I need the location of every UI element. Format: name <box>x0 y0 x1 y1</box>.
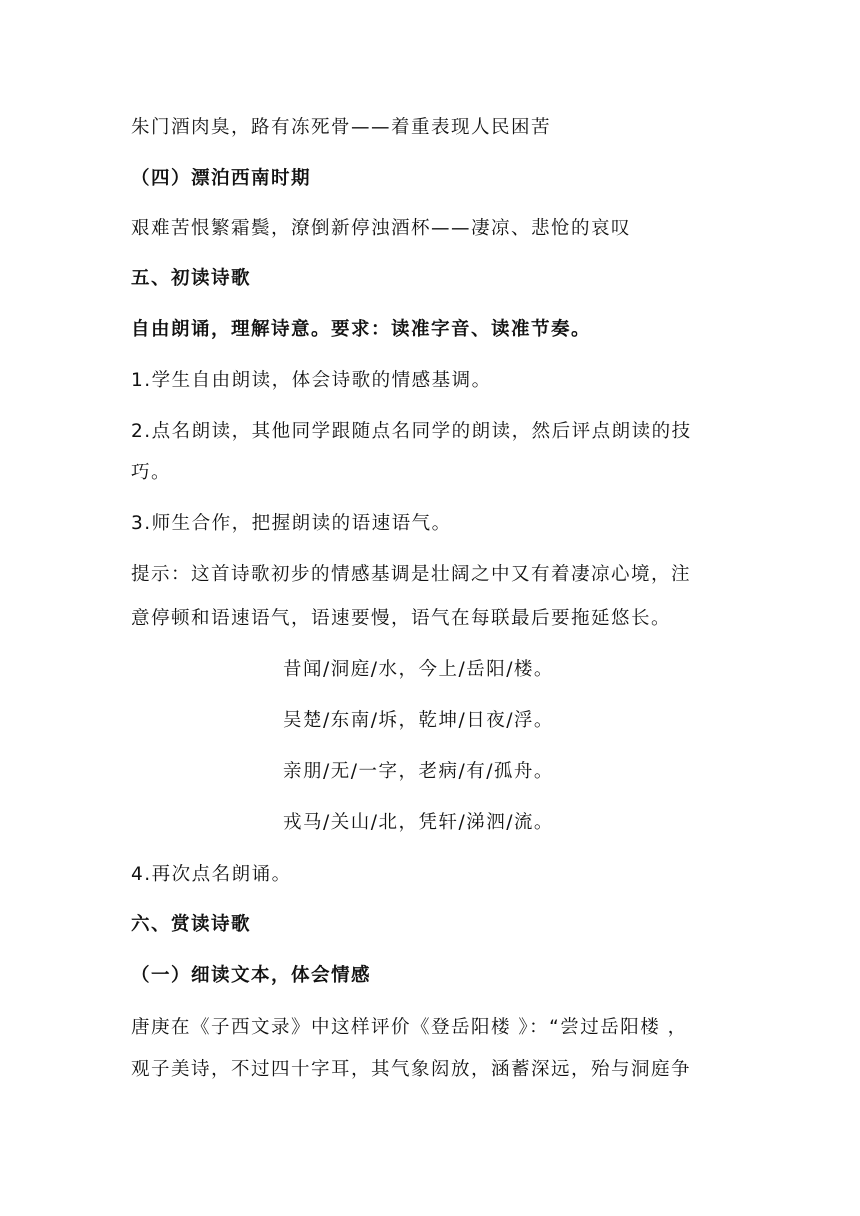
subsection-heading: （四）漂泊西南时期 <box>131 168 312 189</box>
poem-line: 亲朋/无/一字，老病/有/孤舟。 <box>283 761 554 782</box>
body-text-line: 唐庚在《子西文录》中这样评价《登岳阳楼 》：“尝过岳阳楼 ， <box>131 1017 688 1038</box>
list-item: 3.师生合作，把握朗读的语速语气。 <box>131 513 452 534</box>
poem-line: 戎马/关山/北，凭轩/涕泗/流。 <box>283 812 554 833</box>
section-heading: 五、初读诗歌 <box>131 268 252 289</box>
body-text-line: 观子美诗，不过四十字耳，其气象闳放，涵蓄深远，殆与洞庭争 <box>131 1059 692 1080</box>
list-item: 1.学生自由朗读，体会诗歌的情感基调。 <box>131 370 492 391</box>
tip-text-line: 提示：这首诗歌初步的情感基调是壮阔之中又有着凄凉心境，注 <box>131 564 692 585</box>
list-item: 2.点名朗读，其他同学跟随点名同学的朗读，然后评点朗读的技 <box>131 421 692 442</box>
list-item-continuation: 巧。 <box>131 462 172 483</box>
subsection-heading: （一）细读文本，体会情感 <box>131 965 372 986</box>
poem-line: 吴楚/东南/坼，乾坤/日夜/浮。 <box>283 710 554 731</box>
bold-instruction: 自由朗诵，理解诗意。要求：读准字音、读准节奏。 <box>131 319 592 340</box>
list-item: 4.再次点名朗诵。 <box>131 864 292 885</box>
body-text-line: 朱门酒肉臭，路有冻死骨——着重表现人民困苦 <box>131 117 552 138</box>
body-text-line: 艰难苦恨繁霜鬓，潦倒新停浊酒杯——凄凉、悲怆的哀叹 <box>131 218 632 239</box>
section-heading: 六、赏读诗歌 <box>131 914 252 935</box>
poem-line: 昔闻/洞庭/水，今上/岳阳/楼。 <box>283 659 554 680</box>
tip-text-line: 意停顿和语速语气，语速要慢，语气在每联最后要拖延悠长。 <box>131 608 672 629</box>
